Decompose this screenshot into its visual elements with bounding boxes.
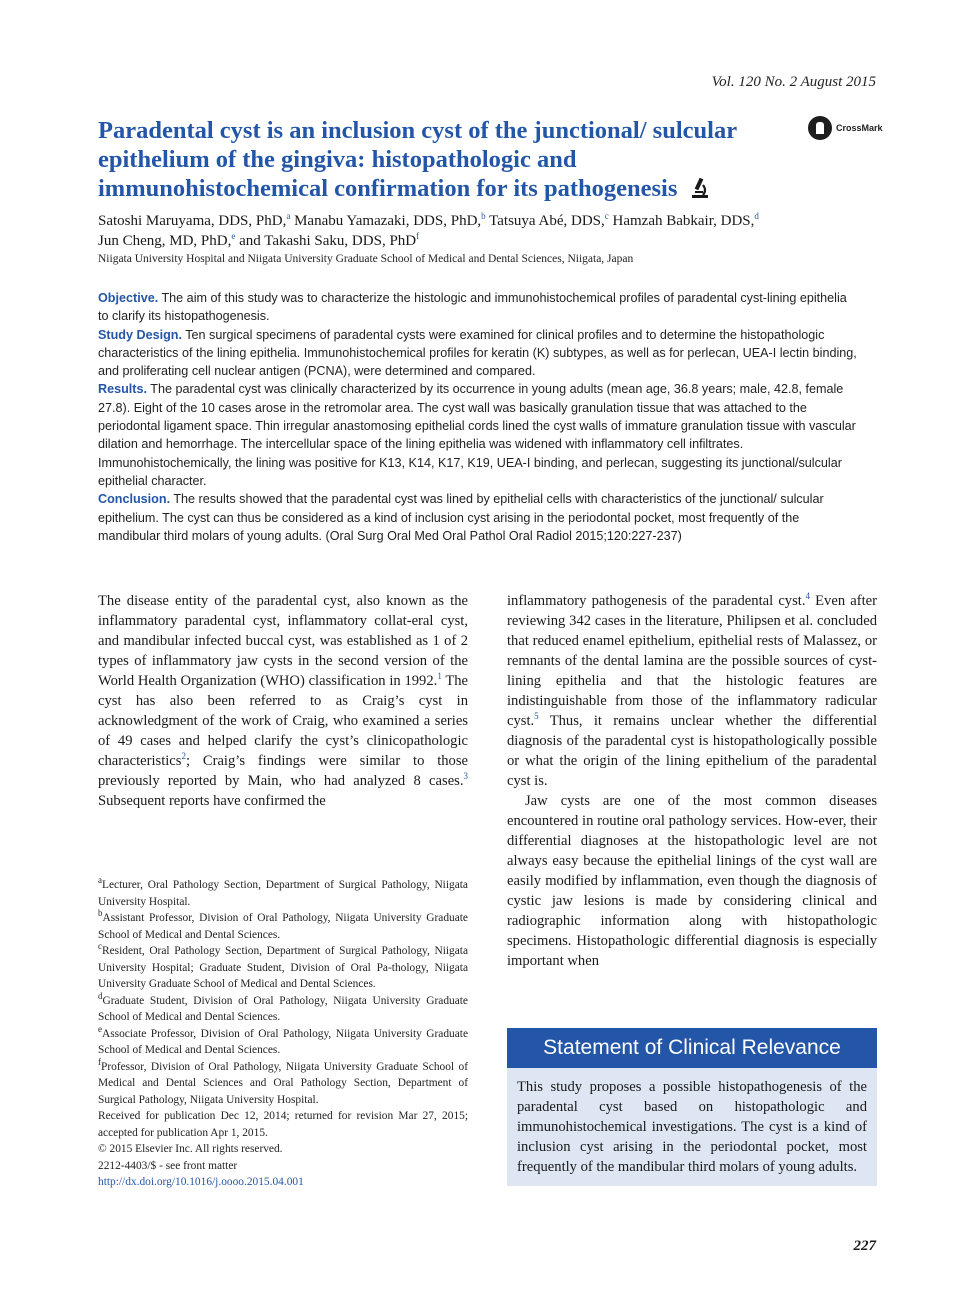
author-affiliation-mark[interactable]: c [604, 211, 609, 221]
abstract-conclusion [98, 490, 858, 545]
abstract-study-design [98, 326, 858, 381]
footnote [98, 990, 468, 1026]
page-number: 227 [853, 1238, 876, 1254]
author-affiliation-mark[interactable]: a [286, 211, 291, 221]
body-text: Even after reviewing 342 cases in the literature, Philipsen et al. concluded that reduced enamel epithelium, epithelial rests of Malassez, or remnants of the dental lamina are the possible sources of cyst-lining epithelia and that the histologic features are indistinguishable from those of the inflammatory radicular cyst. [507, 593, 877, 729]
body-column-right [507, 591, 877, 971]
author-affiliation-mark[interactable]: d [754, 211, 759, 221]
abstract-results-heading: Results. [98, 382, 147, 397]
reference-link[interactable]: 4 [805, 591, 810, 602]
crossmark-badge[interactable] [808, 116, 883, 140]
body-text: inflammatory pathogenesis of the paradental cyst. [507, 593, 806, 609]
footnote-mark: b [98, 908, 103, 919]
body-paragraph [98, 591, 468, 811]
footnote-text: Associate Professor, Division of Oral Pathology, Niigata University Graduate School of Medical and Dental Sciences. [98, 1027, 468, 1056]
footnote-text: Lecturer, Oral Pathology Section, Department of Surgical Pathology, Niigata University Hospital. [98, 879, 468, 908]
footnotes [98, 877, 468, 1191]
journal-issue: Vol. 120 No. 2 August 2015 [711, 74, 876, 90]
author-name: Manabu Yamazaki, DDS, PhD, [294, 213, 482, 229]
footnote-mark: d [98, 990, 103, 1001]
reference-link[interactable]: 2 [181, 751, 186, 762]
reference-link[interactable]: 1 [437, 671, 442, 682]
author-name: and Takashi Saku, DDS, PhD [239, 233, 417, 249]
body-text: The disease entity of the paradental cyst, also known as the inflammatory paradental cyst, inflammatory collat-eral cyst, and mandibular infected buccal cyst, was established as 1 of 2 types of inflammatory jaw cysts in the second version of the World Health Organization (WHO) classification in 1992. [98, 593, 468, 689]
author-affiliation-mark[interactable]: e [231, 231, 236, 241]
abstract-conclusion-text: The results showed that the paradental cyst was lined by epithelial cells with characteristics of the junctional/ sulcular epithelium. The cyst can thus be considered as a kind of inclusion cyst arising in the periodontal pocket, most frequently of the mandibular third molars of young adults. (Oral Surg Oral Med Oral Pathol Oral Radiol 2015;120:227-237) [98, 492, 824, 543]
footnote [98, 877, 468, 910]
author-name: Satoshi Maruyama, DDS, PhD, [98, 213, 287, 229]
institution-affiliation: Niigata University Hospital and Niigata University Graduate School of Medical and Dental Sciences, Niigata, Japan [98, 253, 634, 265]
footnote [98, 910, 468, 943]
abstract-study-design-heading: Study Design. [98, 327, 182, 342]
abstract-results [98, 380, 858, 490]
received-dates: Received for publication Dec 12, 2014; returned for revision Mar 27, 2015; accepted for publication Apr 1, 2015. [98, 1110, 468, 1139]
abstract-results-text: The paradental cyst was clinically characterized by its occurrence in young adults (mean age, 36.8 years; male, 42.8, female 27.8). Eight of the 10 cases arose in the retromolar area. The cyst wall was basically granulation tissue that was attached to the periodontal ligament space. Thin irregular anastomosing epithelial cords lined the cyst walls of immature granulation tissue with vascular dilation and hemorrhage. The intercellular space of the lining epithelia was widened with inflammatory cell infiltrates. Immunohistochemically, the lining was positive for K13, K14, K17, K19, UEA-I binding, and perlecan, suggesting its junctional/sulcular epithelial character. [98, 382, 856, 488]
abstract [98, 289, 858, 545]
doi-link[interactable]: http://dx.doi.org/10.1016/j.oooo.2015.04.001 [98, 1176, 304, 1188]
article-title [98, 116, 758, 203]
author-name: Tatsuya Abé, DDS, [489, 213, 605, 229]
body-text: The cyst has also been referred to as Craig’s cyst in acknowledgment of the work of Craig, who examined a series of 49 cases and helped clarify the cyst’s clinicopathologic characteristics [98, 673, 469, 769]
abstract-objective-heading: Objective. [98, 291, 159, 305]
article-title-text: Paradental cyst is an inclusion cyst of the junctional/ sulcular epithelium of the gingiva: histopathologic and immunohistochemical confirmation for its pathogenesis [98, 117, 737, 202]
author-name: Jun Cheng, MD, PhD, [98, 233, 232, 249]
copyright: © 2015 Elsevier Inc. All rights reserved. [98, 1143, 283, 1155]
doi [98, 1174, 468, 1191]
body-paragraph: Jaw cysts are one of the most common diseases encountered in routine oral pathology services. How-ever, their differential diagnoses at the histopathologic level are not always easy because the epithelial linings of the cyst wall are easily modified by inflammation, even though the diagnosis of cystic jaw lesions is made by considering clinical and radiographic information along with histopathologic specimens. Histopathologic differential diagnosis is especially important when [507, 793, 877, 969]
footnote-text: Graduate Student, Division of Oral Pathology, Niigata University Graduate School of Medical and Dental Sciences. [98, 994, 468, 1023]
issn: 2212-4403/$ - see front matter [98, 1159, 238, 1172]
footnote-text: Professor, Division of Oral Pathology, Niigata University Graduate School of Medical and Dental Sciences and Oral Pathology Section, Department of Surgical Pathology, Niigata University Hospital. [98, 1060, 468, 1106]
footnote [98, 1023, 468, 1059]
body-paragraph [507, 591, 877, 791]
reference-link[interactable]: 5 [534, 711, 539, 722]
microscope-icon [690, 175, 710, 199]
footnote-text: Assistant Professor, Division of Oral Pathology, Niigata University Graduate School of Medical and Dental Sciences. [98, 912, 468, 941]
crossmark-label: CrossMark [836, 123, 883, 133]
author-affiliation-mark[interactable]: b [481, 211, 486, 221]
author-list [98, 211, 878, 251]
author-affiliation-mark[interactable]: f [416, 231, 420, 241]
body-text: ; Craig’s findings were similar to those previously reported by Main, who had analyzed 8 cases. [98, 753, 468, 789]
abstract-objective-text: The aim of this study was to characterize the histologic and immunohistochemical profiles of paradental cyst-lining epithelia to clarify its histopathogenesis. [98, 291, 847, 324]
footnote [98, 943, 468, 993]
clinical-relevance-box [507, 1028, 877, 1186]
body-text: Subsequent reports have confirmed the [98, 793, 326, 809]
author-name: Hamzah Babkair, DDS, [612, 213, 755, 229]
footnote-mark: e [98, 1023, 102, 1034]
abstract-study-design-text: Ten surgical specimens of paradental cysts were examined for clinical profiles and to determine the histopathologic characteristics of the lining epithelia. Immunohistochemical profiles for keratin (K) subtypes, as well as for perlecan, UEA-I lectin binding, and proliferating cell nuclear antigen (PCNA), were determined and compared. [98, 327, 857, 379]
footnote [98, 1056, 468, 1109]
body-column-left [98, 591, 468, 811]
footnote-mark: a [98, 875, 102, 886]
footnote-mark: f [98, 1056, 101, 1067]
footnote-text: Resident, Oral Pathology Section, Department of Surgical Pathology, Niigata University Hospital; Graduate Student, Division of Oral Pa-thology, Niigata University Graduate School of Medical and Dental Sciences. [98, 945, 468, 990]
clinical-relevance-heading: Statement of Clinical Relevance [507, 1028, 877, 1068]
abstract-objective [98, 289, 858, 326]
crossmark-icon [808, 116, 832, 140]
footnote-mark: c [98, 941, 102, 952]
body-text: Thus, it remains unclear whether the differential diagnosis of the paradental cyst is histopathologically possible or what the origin of the lining epithelium of the paradental cyst is. [507, 713, 877, 789]
abstract-conclusion-heading: Conclusion. [98, 492, 171, 507]
clinical-relevance-text: This study proposes a possible histopathogenesis of the paradental cyst based on histopathologic and immunohistochemical investigations. The cyst is a kind of inclusion cyst arising in the periodontal pocket, most frequently of the mandibular third molars of young adults. [507, 1068, 877, 1186]
reference-link[interactable]: 3 [463, 771, 468, 782]
